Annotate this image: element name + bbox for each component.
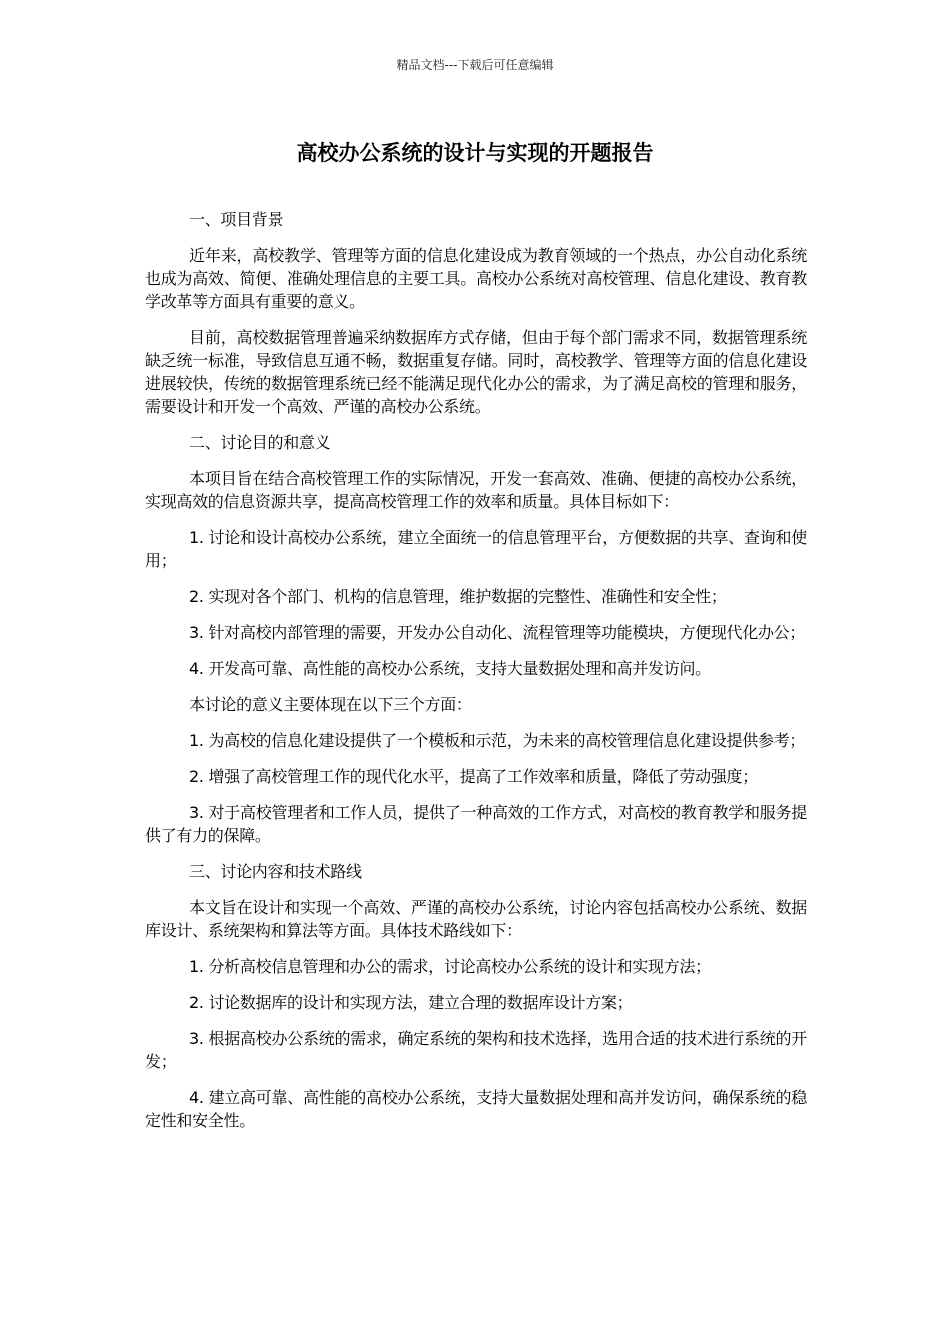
paragraph: 本项目旨在结合高校管理工作的实际情况，开发一套高效、准确、便捷的高校办公系统，实现高效的信息资源共享，提高高校管理工作的效率和质量。具体目标如下： xyxy=(145,469,807,511)
list-item: 1. 为高校的信息化建设提供了一个模板和示范，为未来的高校管理信息化建设提供参考； xyxy=(189,731,806,750)
document-title: 高校办公系统的设计与实现的开题报告 xyxy=(296,141,654,165)
page-header-note: 精品文档---下载后可任意编辑 xyxy=(396,58,554,72)
paragraph: 本文旨在设计和实现一个高效、严谨的高校办公系统，讨论内容包括高校办公系统、数据库设计、系统架构和算法等方面。具体技术路线如下： xyxy=(145,898,807,940)
list-item: 2. 实现对各个部门、机构的信息管理，维护数据的完整性、准确性和安全性； xyxy=(189,587,727,606)
list-item: 4. 建立高可靠、高性能的高校办公系统，支持大量数据处理和高并发访问，确保系统的稳定性和安全性。 xyxy=(145,1088,807,1130)
list-item: 3. 根据高校办公系统的需求，确定系统的架构和技术选择，选用合适的技术进行系统的开发； xyxy=(145,1029,807,1071)
list-item: 2. 讨论数据库的设计和实现方法，建立合理的数据库设计方案； xyxy=(189,993,633,1012)
paragraph: 目前，高校数据管理普遍采纳数据库方式存储，但由于每个部门需求不同，数据管理系统缺乏统一标准，导致信息互通不畅，数据重复存储。同时，高校教学、管理等方面的信息化建设进展较快，传统的数据管理系统已经不能满足现代化办公的需求，为了满足高校的管理和服务，需要设计和开发一个高效、严谨的高校办公系统。 xyxy=(145,328,807,416)
section-heading-purpose: 二、讨论目的和意义 xyxy=(189,433,331,452)
paragraph: 本讨论的意义主要体现在以下三个方面： xyxy=(189,695,472,714)
paragraph: 近年来，高校教学、管理等方面的信息化建设成为教育领域的一个热点，办公自动化系统也成为高效、简便、准确处理信息的主要工具。高校办公系统对高校管理、信息化建设、教育教学改革等方面具有重要的意义。 xyxy=(145,246,807,311)
list-item: 1. 分析高校信息管理和办公的需求，讨论高校办公系统的设计和实现方法； xyxy=(189,957,711,976)
section-heading-content: 三、讨论内容和技术路线 xyxy=(189,862,362,881)
list-item: 3. 对于高校管理者和工作人员，提供了一种高效的工作方式，对高校的教育教学和服务提供了有力的保障。 xyxy=(145,803,807,845)
list-item: 4. 开发高可靠、高性能的高校办公系统，支持大量数据处理和高并发访问。 xyxy=(189,659,711,678)
document-body xyxy=(145,208,807,1145)
list-item: 3. 针对高校内部管理的需要，开发办公自动化、流程管理等功能模块，方便现代化办公； xyxy=(189,623,806,642)
list-item: 1. 讨论和设计高校办公系统，建立全面统一的信息管理平台，方便数据的共享、查询和使用； xyxy=(145,528,807,570)
list-item: 2. 增强了高校管理工作的现代化水平，提高了工作效率和质量，降低了劳动强度； xyxy=(189,767,758,786)
section-heading-background: 一、项目背景 xyxy=(189,210,284,229)
